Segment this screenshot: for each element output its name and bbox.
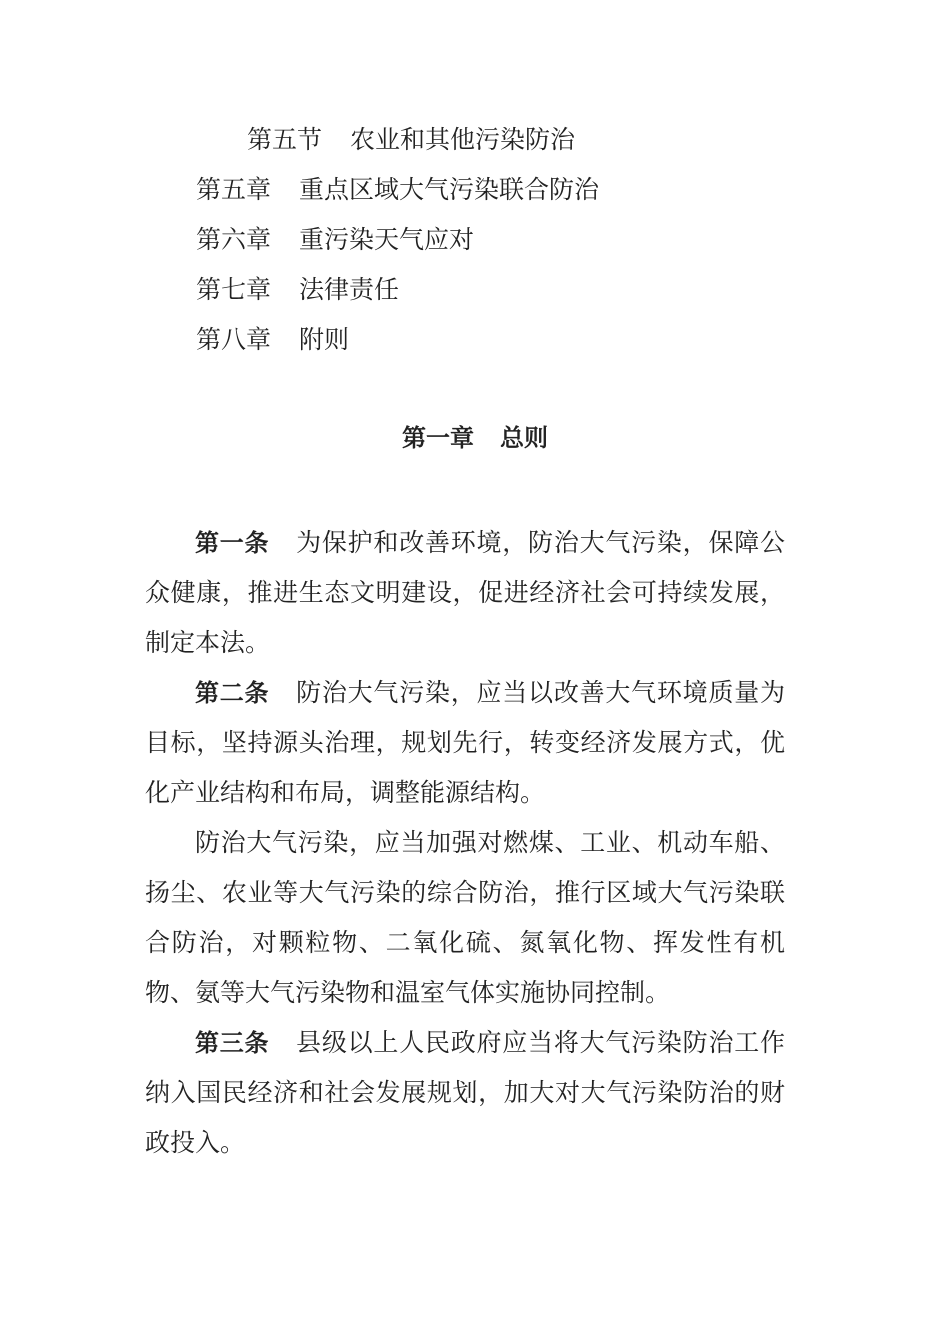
toc-entry [0,120,950,170]
chapter-heading [0,418,950,458]
toc-entry-number: 第六章 [196,225,272,254]
chapter-number: 第一章 [402,424,474,452]
table-of-contents [0,120,950,370]
toc-entry-number: 第五节 [247,125,323,154]
toc-entry [0,220,950,270]
toc-entry-title: 农业和其他污染防治 [350,125,576,154]
toc-entry-number: 第八章 [196,325,272,354]
article-paragraph [145,518,785,668]
article-paragraph [145,818,785,1018]
toc-entry [0,170,950,220]
chapter-body [145,518,785,1168]
article-label: 第三条 [195,1029,270,1057]
toc-entry-number: 第五章 [196,175,272,204]
article-label: 第一条 [195,529,270,557]
article-text: 防治大气污染，应当加强对燃煤、工业、机动车船、扬尘、农业等大气污染的综合防治，推行区域大气污染联合防治，对颗粒物、二氧化硫、氮氧化物、挥发性有机物、氨等大气污染物和温室气体实施协同控制。 [145,828,785,1007]
toc-entry [0,270,950,320]
article-label: 第二条 [195,679,270,707]
toc-entry-number: 第七章 [196,275,272,304]
toc-entry-title: 重点区域大气污染联合防治 [299,175,600,204]
article-paragraph [145,1018,785,1168]
toc-entry-title: 附则 [299,325,350,354]
toc-entry-title: 法律责任 [299,275,400,304]
article-text: 防治大气污染，应当以改善大气环境质量为目标，坚持源头治理，规划先行，转变经济发展方式，优化产业结构和布局，调整能源结构。 [145,678,785,807]
article-paragraph [145,668,785,818]
chapter-title: 总则 [500,424,548,452]
toc-entry-title: 重污染天气应对 [299,225,475,254]
article-text: 为保护和改善环境，防治大气污染，保障公众健康，推进生态文明建设，促进经济社会可持续发展，制定本法。 [145,528,785,657]
article-text: 县级以上人民政府应当将大气污染防治工作纳入国民经济和社会发展规划，加大对大气污染防治的财政投入。 [145,1028,785,1157]
toc-entry [0,320,950,370]
